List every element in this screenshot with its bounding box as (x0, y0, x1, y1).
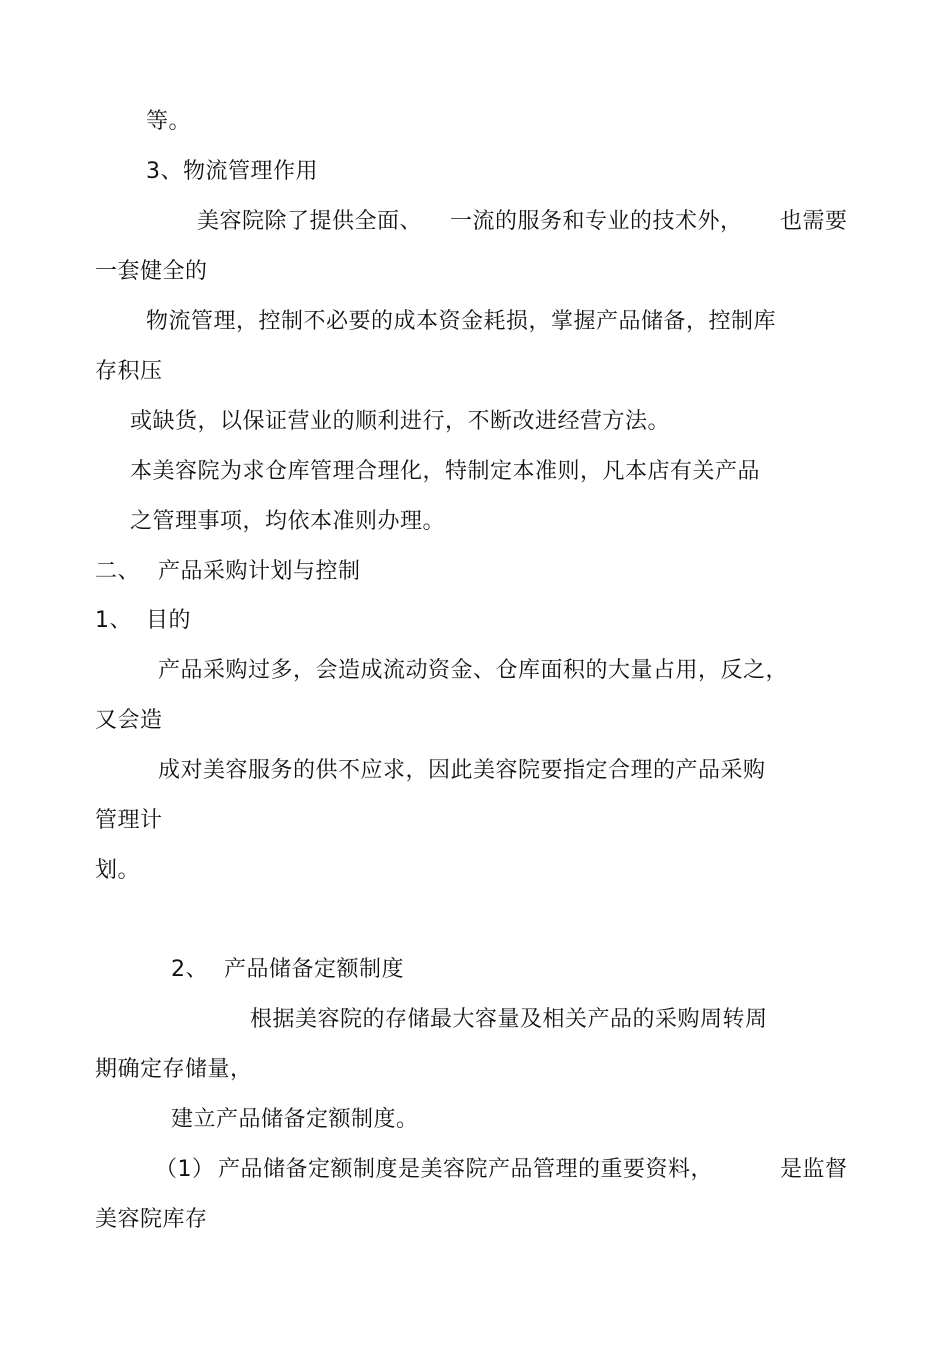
text-line: 物流管理，控制不必要的成本资金耗损，掌握产品储备，控制库 (146, 309, 777, 334)
text-line: 又会造 (95, 708, 163, 733)
text-line: 或缺货，以保证营业的顺利进行，不断改进经营方法。 (130, 409, 671, 434)
section-heading: 产品储备定额制度 (224, 957, 405, 982)
text-line: 一流的服务和专业的技术外， (450, 209, 743, 234)
text-line: 存积压 (95, 359, 163, 384)
section-heading: 目的 (146, 608, 192, 633)
text-line: 根据美容院的存储最大容量及相关产品的采购周转周 (250, 1007, 768, 1032)
text-line: 等。 (146, 109, 192, 134)
text-line: 美容院库存 (95, 1207, 208, 1232)
text-line: 是监督 (780, 1157, 848, 1182)
text-line: 也需要 (780, 209, 848, 234)
text-line: 划。 (95, 858, 141, 883)
text-line: 本美容院为求仓库管理合理化，特制定本准则，凡本店有关产品 (130, 459, 761, 484)
section-number: 二、 (95, 559, 141, 584)
section-heading: 3、物流管理作用 (146, 159, 318, 184)
section-number: 2、 (171, 957, 208, 982)
text-line: 美容院除了提供全面、 (197, 209, 423, 234)
item-number: （1） (155, 1157, 215, 1182)
section-heading: 产品采购计划与控制 (158, 559, 361, 584)
text-line: 产品采购过多，会造成流动资金、仓库面积的大量占用，反之， (158, 658, 789, 683)
text-line: 产品储备定额制度是美容院产品管理的重要资料， (218, 1157, 714, 1182)
text-line: 建立产品储备定额制度。 (171, 1107, 419, 1132)
text-line: 之管理事项，均依本准则办理。 (130, 509, 446, 534)
text-line: 管理计 (95, 808, 163, 833)
text-line: 一套健全的 (95, 259, 208, 284)
section-number: 1、 (95, 608, 132, 633)
text-line: 期确定存储量， (95, 1057, 253, 1082)
text-line: 成对美容服务的供不应求，因此美容院要指定合理的产品采购 (158, 758, 766, 783)
